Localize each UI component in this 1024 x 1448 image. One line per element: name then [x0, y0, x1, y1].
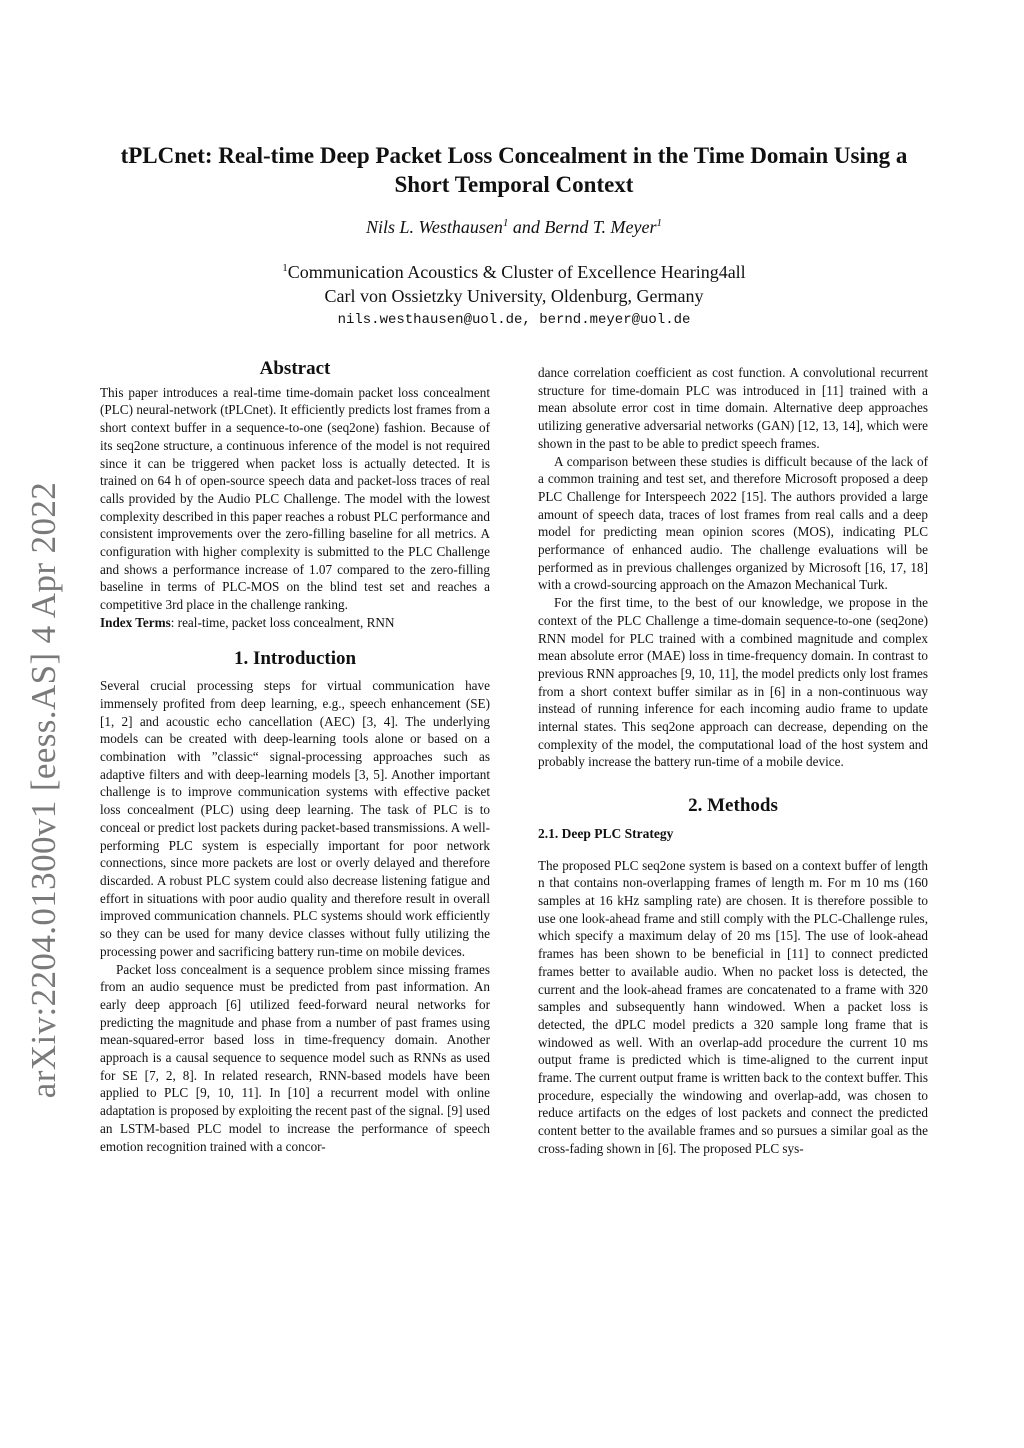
author-1: Nils L. Westhausen [366, 217, 503, 237]
intro-paragraph-4: A comparison between these studies is difficult because of the lack of a common training and test set, and therefore Microsoft proposed a deep PLC Challenge for Interspeech 2022 [15]. The authors provided a large amount of speech data, traces of lost frames from real calls and a deep model for predicting mean opinion scores (MOS), indicating PLC performance of enhanced audio. The challenge evaluations will be performed as in previous challenges organized by Microsoft [16, 17, 18] with a crowd-sourcing approach on the Amazon Mechanical Turk. [538, 453, 928, 593]
arxiv-identifier: arXiv:2204.01300v1 [eess.AS] 4 Apr 2022 [24, 481, 63, 1099]
affiliation-text-1: Communication Acoustics & Cluster of Excellence Hearing4all [287, 262, 746, 282]
affiliation [96, 260, 932, 308]
affiliation-line-2: Carl von Ossietzky University, Oldenburg, Germany [324, 286, 704, 306]
author-separator: and [508, 217, 545, 237]
index-terms [100, 614, 490, 632]
index-terms-text: : real-time, packet loss concealment, RNN [170, 614, 395, 630]
author-2: Bernd T. Meyer [544, 217, 657, 237]
arxiv-sidebar [14, 440, 74, 1140]
introduction-heading: 1. Introduction [233, 647, 357, 669]
methods-paragraph-1: The proposed PLC seq2one system is based on a context buffer of length n that contains non-overlapping frames of length m. For m 10 ms (160 samples at 16 kHz sampling rate) are chosen. It is therefore possible to use one look-ahead frame and still comply with the PLC-Challenge rules, which specify a maximum delay of 20 ms [15]. The use of look-ahead frames has been shown to be beneficial in [11] to connect predicted frames better to available audio. When no packet loss is detected, the current and the look-ahead frames are concatenated to a frame with 320 samples and subsequently hann windowed. When a packet loss is detected, the dPLC model predicts a 320 sample long frame that is windowed as well. With an overlap-add procedure the current 10 ms output frame is predicted which is time-aligned to the current input frame. The current output frame is written back to the context buffer. This procedure, especially the windowing and overlap-add, was chosen to reduce artifacts on the edges of lost packets and connect the predicted content better to the available frames and so pursues a similar goal as the cross-fading shown in [6]. The proposed PLC sys- [538, 857, 928, 1156]
affiliation-mark: 1 [502, 217, 509, 229]
affiliation-mark: 1 [282, 262, 288, 274]
intro-paragraph-5: For the first time, to the best of our knowledge, we propose in the context of the PLC Challenge a time-domain sequence-to-one (seq2one) RNN model for PLC trained with a combined magnitude and complex mean absolute error (MAE) loss in time-frequency domain. In contrast to previous RNN approaches [9, 10, 11], the model predicts only lost frames from a short context buffer similar as in [6] in a non-continuous way instead of running inference for each incoming audio frame to update internal states. This seq2one approach can decrease, depending on the complexity of the model, the computational load of the host system and probably increase the battery run-time of a mobile device. [538, 595, 928, 770]
affiliation-line-1 [96, 260, 932, 284]
abstract-heading: Abstract [259, 358, 331, 379]
subsection-heading: 2.1. Deep PLC Strategy [538, 825, 674, 841]
affiliation-mark: 1 [656, 217, 662, 229]
intro-paragraph-1: Several crucial processing steps for virtual communication have immensely profited from deep learning, e.g., speech enhancement (SE) [1, 2] and acoustic echo cancellation (AEC) [3, 4]. The underlying models can be created with deep-learning tools alone or based on a combination with ”classic“ signal-processing approaches such as adaptive filters and with deep-learning models [3, 5]. Another important challenge is to improve communication systems with effective packet loss concealment (PLC) using deep learning. The task of PLC is to conceal or predict lost packets during packet-based transmissions. A well-performing PLC system is especially important for poor network connections, since more packets are lost or overly delayed and therefore discarded. A robust PLC system could also decrease listening fatigue and effort in situations with poor audio quality and therefore result in overall improved communication channels. PLC systems should work efficiently so they can be used for many device classes without fully utilizing the processing power and sacrificing battery run-time on mobile devices. [100, 678, 490, 959]
abstract-text: This paper introduces a real-time time-domain packet loss concealment (PLC) neural-network (tPLCnet). It efficiently predicts lost frames from a short context buffer in a sequence-to-one (seq2one) fashion. Because of its seq2one structure, a continuous inference of the model is not required since it can be triggered when packet loss is actually detected. It is trained on 64 h of open-source speech data and packet-loss traces of real calls provided by the Audio PLC Challenge. The model with the lowest complexity described in this paper reaches a robust PLC performance and consistent improvements over the zero-filling baseline for all metrics. A configuration with higher complexity is submitted to the PLC Challenge and shows a performance increase of 1.07 compared to the zero-filling baseline in terms of PLC-MOS on the blind test set and reaches a competitive 3rd place in the challenge ranking. [100, 384, 490, 613]
paper-title: tPLCnet: Real-time Deep Packet Loss Concealment in the Time Domain Using a Short Temporal Context [120, 143, 908, 197]
intro-paragraph-2: Packet loss concealment is a sequence problem since missing frames from an audio sequence must be predicted from past information. An early deep approach [6] utilized feed-forward neural networks for predicting the magnitude and phase from a number of past frames using mean-squared-error based loss in time-frequency domain. Another approach is a causal sequence to sequence model such as RNNs as used for SE [7, 2, 8]. In related research, RNN-based models have been applied to PLC [9, 10, 11]. In [10] a recurrent model with online adaptation is proposed by exploiting the recent past of the signal. [9] used an LSTM-based PLC model to increase the performance of speech emotion recognition trained with a concor- [100, 961, 490, 1154]
author-emails: nils.westhausen@uol.de, bernd.meyer@uol.de [337, 312, 691, 328]
methods-heading: 2. Methods [688, 795, 778, 817]
index-terms-label: Index Terms [100, 614, 171, 630]
author-line [96, 217, 932, 238]
left-column [100, 360, 490, 1155]
intro-paragraph-3: dance correlation coefficient as cost function. A convolutional recurrent structure for time-domain PLC was introduced in [11] trained with a mean absolute error cost in time domain. Alternative deep approaches utilizing generative adversarial networks (GAN) [12, 13, 14], which were shown in the past to be able to predict speech frames. [538, 365, 928, 451]
right-column [538, 364, 928, 1158]
